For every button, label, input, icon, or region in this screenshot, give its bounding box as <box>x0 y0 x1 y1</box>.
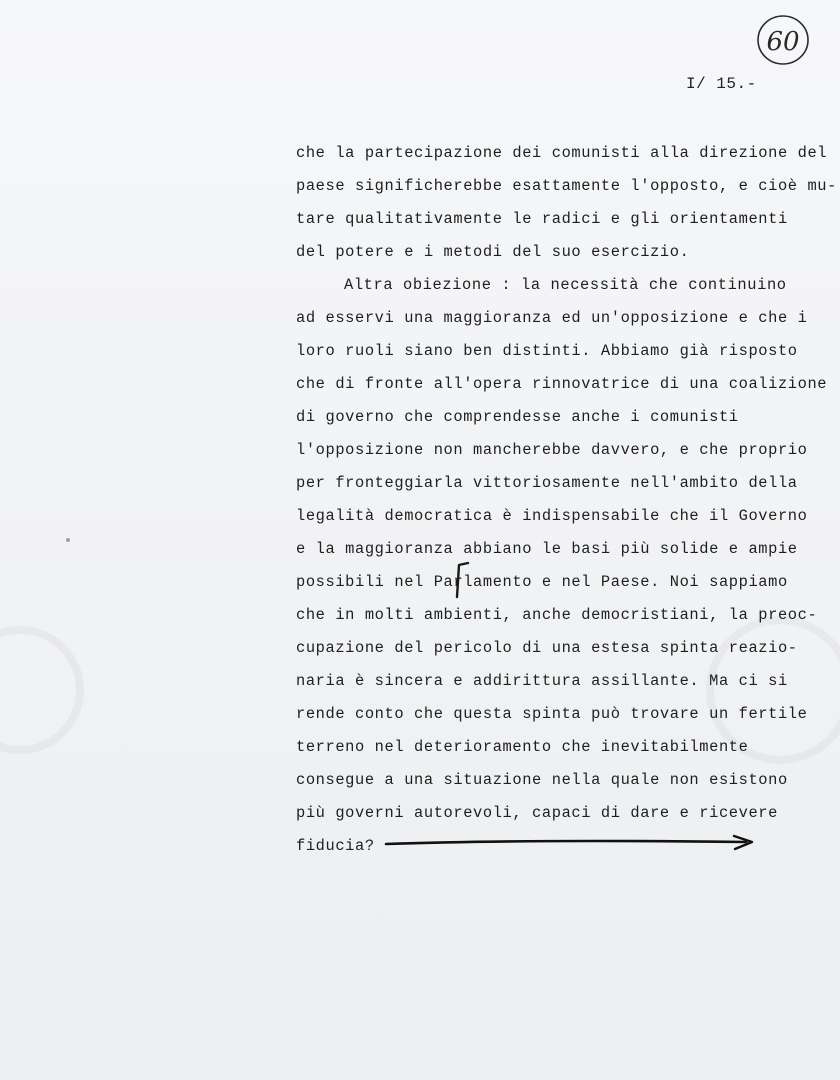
text-line: ad esservi una maggioranza ed un'opposizione e che i <box>296 309 808 327</box>
handwritten-arrow <box>384 832 759 854</box>
handwritten-page-number <box>755 12 811 68</box>
body-text <box>296 137 837 863</box>
text-line: paese significherebbe esattamente l'opposto, e cioè mu- <box>296 177 837 195</box>
page-reference: I/ 15.- <box>686 75 757 93</box>
handwritten-bracket-mark <box>454 560 470 600</box>
text-line: loro ruoli siano ben distinti. Abbiamo già risposto <box>296 342 798 360</box>
text-line: che in molti ambienti, anche democristiani, la preoc- <box>296 606 818 624</box>
text-line: consegue a una situazione nella quale non esistono <box>296 771 788 789</box>
text-line: tare qualitativamente le radici e gli orientamenti <box>296 210 788 228</box>
text-line: l'opposizione non mancherebbe davvero, e che proprio <box>296 441 808 459</box>
text-line: legalità democratica è indispensabile che il Governo <box>296 507 808 525</box>
text-line: naria è sincera e addirittura assillante. Ma ci si <box>296 672 788 690</box>
text-line: cupazione del pericolo di una estesa spinta reazio- <box>296 639 798 657</box>
paper-speck <box>66 538 70 542</box>
handwritten-page-number-text: 60 <box>766 27 800 57</box>
text-line: rende conto che questa spinta può trovare un fertile <box>296 705 808 723</box>
text-line: del potere e i metodi del suo esercizio. <box>296 243 690 261</box>
text-line: di governo che comprendesse anche i comunisti <box>296 408 739 426</box>
text-line: per fronteggiarla vittoriosamente nell'ambito della <box>296 474 798 492</box>
text-line: che di fronte all'opera rinnovatrice di una coalizione <box>296 375 828 393</box>
text-line-last: fiducia? <box>296 837 375 855</box>
text-line: che la partecipazione dei comunisti alla direzione del <box>296 144 828 162</box>
text-line: terreno nel deterioramento che inevitabilmente <box>296 738 749 756</box>
text-line: più governi autorevoli, capaci di dare e ricevere <box>296 804 778 822</box>
text-line: possibili nel Parlamento e nel Paese. Noi sappiamo <box>296 573 788 591</box>
text-line: e la maggioranza abbiano le basi più solide e ampie <box>296 540 798 558</box>
text-line-paragraph-start: Altra obiezione : la necessità che continuino <box>344 276 787 294</box>
